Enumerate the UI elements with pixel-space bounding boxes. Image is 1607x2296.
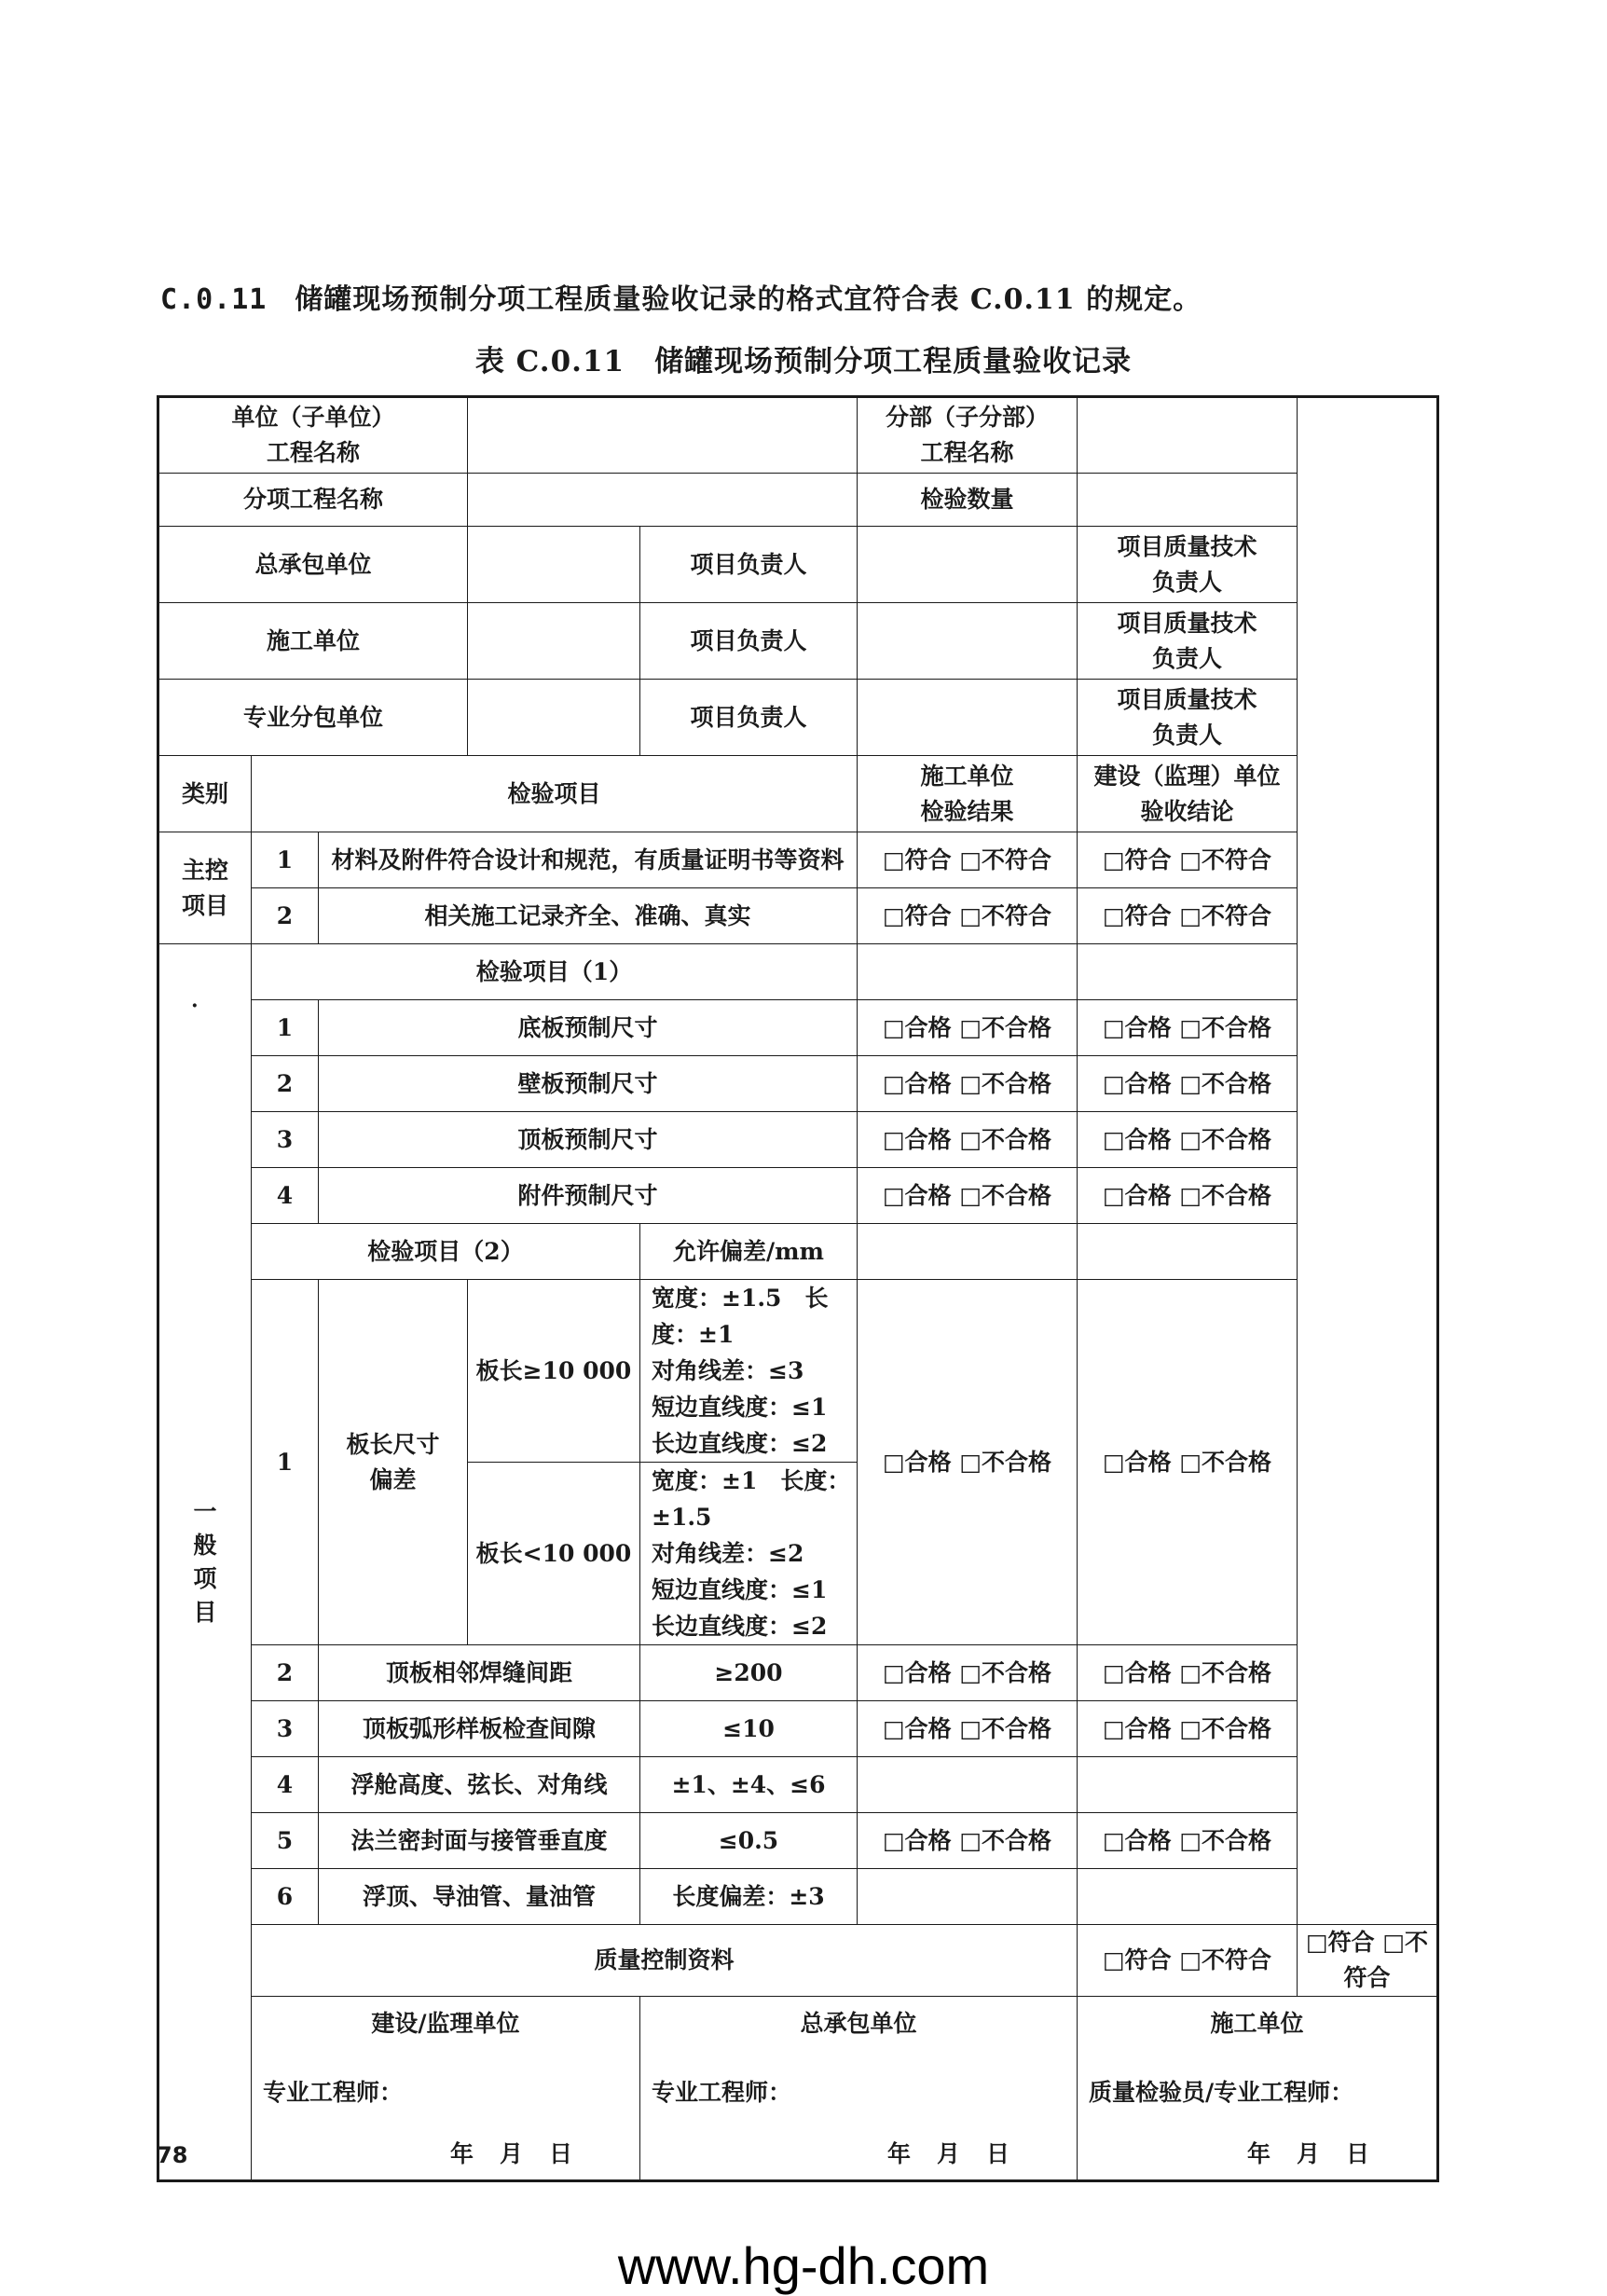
- item-number: 4: [252, 1757, 319, 1813]
- result-checkbox[interactable]: □符合 □不符合: [858, 888, 1078, 944]
- item-text: 浮顶、导油管、量油管: [319, 1869, 640, 1925]
- signature-role: 专业工程师：: [263, 2079, 404, 2106]
- item-number: 1: [252, 832, 319, 888]
- general-items-label: · 一 般 项 目: [158, 944, 252, 2181]
- signature-title: 施工单位: [1210, 2010, 1304, 2037]
- plate-long-tolerance: 宽度：±1.5 长度：±1 对角线差：≤3 短边直线度：≤1 长边直线度：≤2: [640, 1280, 858, 1463]
- conclusion-header: 建设（监理）单位 验收结论: [1078, 756, 1298, 832]
- signature-title: 建设/监理单位: [371, 2010, 520, 2037]
- subitem-name-field[interactable]: [468, 474, 858, 527]
- main-control-row-1: [158, 832, 1438, 888]
- main-control-label: 主控 项目: [158, 832, 252, 944]
- section-number: C.0.11: [160, 283, 268, 316]
- conclusion-checkbox[interactable]: □合格 □不合格: [1078, 1112, 1298, 1168]
- empty-cell: [858, 944, 1078, 1000]
- inspect-qty-field[interactable]: [1078, 474, 1298, 527]
- general-contractor-field[interactable]: [468, 527, 640, 603]
- result-checkbox[interactable]: □合格 □不合格: [858, 1813, 1078, 1869]
- item-number: 4: [252, 1168, 319, 1224]
- qc-docs-label: 质量控制资料: [252, 1925, 1078, 1997]
- item-number: 5: [252, 1813, 319, 1869]
- conclusion-checkbox[interactable]: □合格 □不合格: [1078, 1168, 1298, 1224]
- empty-cell: [1078, 1224, 1298, 1280]
- item-number: 3: [252, 1701, 319, 1757]
- dept-name-label: 分部（子分部） 工程名称: [858, 397, 1078, 474]
- item-number: 2: [252, 1056, 319, 1112]
- group1-row-4: [158, 1168, 1438, 1224]
- result-checkbox[interactable]: □合格 □不合格: [858, 1056, 1078, 1112]
- result-checkbox[interactable]: □合格 □不合格: [858, 1000, 1078, 1056]
- intro-text: 储罐现场预制分项工程质量验收记录的格式宜符合表 C.0.11 的规定。: [295, 283, 1202, 316]
- item-number: 2: [252, 888, 319, 944]
- header-row-4: [158, 603, 1438, 680]
- item-text: 法兰密封面与接管垂直度: [319, 1813, 640, 1869]
- plate-size-label: 板长尺寸 偏差: [319, 1280, 468, 1645]
- conclusion-checkbox[interactable]: □合格 □不合格: [1078, 1813, 1298, 1869]
- page-number: 78: [157, 2142, 188, 2168]
- conclusion-checkbox[interactable]: □符合 □不符合: [1078, 888, 1298, 944]
- signature-date: 年 月 日: [1246, 2140, 1371, 2167]
- tech-lead-label: 项目质量技术 负责人: [1078, 603, 1298, 680]
- group1-title-row: [158, 944, 1438, 1000]
- subitem-name-label: 分项工程名称: [158, 474, 468, 527]
- tech-lead-label: 项目质量技术 负责人: [1078, 680, 1298, 756]
- conclusion-checkbox[interactable]: □合格 □不合格: [1078, 1056, 1298, 1112]
- conclusion-checkbox[interactable]: □合格 □不合格: [1078, 1000, 1298, 1056]
- acceptance-record-table: [157, 395, 1439, 2182]
- general-contractor-label: 总承包单位: [158, 527, 468, 603]
- item-text: 壁板预制尺寸: [319, 1056, 858, 1112]
- item-text: 浮舱高度、弦长、对角线: [319, 1757, 640, 1813]
- result-checkbox[interactable]: □合格 □不合格: [858, 1112, 1078, 1168]
- unit-name-label: 单位（子单位） 工程名称: [158, 397, 468, 474]
- header-row-3: [158, 527, 1438, 603]
- signature-date: 年 月 日: [449, 2140, 574, 2167]
- group1-row-3: [158, 1112, 1438, 1168]
- project-manager-label: 项目负责人: [640, 527, 858, 603]
- construction-unit-field[interactable]: [468, 603, 640, 680]
- project-manager-label: 项目负责人: [640, 603, 858, 680]
- construction-unit-label: 施工单位: [158, 603, 468, 680]
- result-checkbox[interactable]: □符合 □不符合: [858, 832, 1078, 888]
- item-number: 2: [252, 1645, 319, 1701]
- signature-date: 年 月 日: [886, 2140, 1011, 2167]
- group2-row-2: [158, 1645, 1438, 1701]
- empty-cell: [858, 1224, 1078, 1280]
- intro-line: [160, 276, 1202, 317]
- column-header-row: [158, 756, 1438, 832]
- signature-title: 总承包单位: [800, 2010, 917, 2037]
- project-manager-field[interactable]: [858, 603, 1078, 680]
- header-row-2: [158, 474, 1438, 527]
- dot-mark: ·: [191, 994, 199, 1018]
- item-text: 相关施工记录齐全、准确、真实: [319, 888, 858, 944]
- group2-row-5: [158, 1813, 1438, 1869]
- group2-title-row: [158, 1224, 1438, 1280]
- main-control-row-2: [158, 888, 1438, 944]
- signature-role: 专业工程师：: [652, 2079, 792, 2106]
- group1-row-1: [158, 1000, 1438, 1056]
- tolerance-value: ≤0.5: [640, 1813, 858, 1869]
- tolerance-value: ≤10: [640, 1701, 858, 1757]
- plate-row-long: [158, 1280, 1438, 1463]
- result-header: 施工单位 检验结果: [858, 756, 1078, 832]
- result-checkbox[interactable]: □符合 □不符合: [1078, 1925, 1298, 1997]
- empty-cell: [1078, 1869, 1298, 1925]
- tolerance-header: 允许偏差/mm: [640, 1224, 858, 1280]
- inspect-item-header: 检验项目: [252, 756, 858, 832]
- group2-title: 检验项目（2）: [252, 1224, 640, 1280]
- subcontractor-field[interactable]: [468, 680, 640, 756]
- signature-supervision: [252, 1997, 640, 2181]
- item-text: 顶板弧形样板检查间隙: [319, 1701, 640, 1757]
- empty-cell: [1078, 944, 1298, 1000]
- signature-general-contractor: [640, 1997, 1078, 2181]
- plate-long-condition: 板长≥10 000: [468, 1280, 640, 1463]
- project-manager-field[interactable]: [858, 680, 1078, 756]
- item-number: 1: [252, 1000, 319, 1056]
- result-checkbox[interactable]: □合格 □不合格: [858, 1168, 1078, 1224]
- item-text: 顶板相邻焊缝间距: [319, 1645, 640, 1701]
- empty-cell: [858, 1757, 1078, 1813]
- conclusion-checkbox[interactable]: □符合 □不符合: [1078, 832, 1298, 888]
- result-checkbox[interactable]: □合格 □不合格: [858, 1701, 1078, 1757]
- subcontractor-label: 专业分包单位: [158, 680, 468, 756]
- empty-cell: [858, 1869, 1078, 1925]
- signature-construction-unit: [1078, 1997, 1438, 2181]
- item-text: 顶板预制尺寸: [319, 1112, 858, 1168]
- group2-row-6: [158, 1869, 1438, 1925]
- plate-short-condition: 板长<10 000: [468, 1463, 640, 1645]
- item-number: 3: [252, 1112, 319, 1168]
- signature-role: 质量检验员/专业工程师：: [1089, 2079, 1354, 2106]
- conclusion-checkbox[interactable]: □合格 □不合格: [1078, 1645, 1298, 1701]
- dept-name-field[interactable]: [1078, 397, 1298, 474]
- unit-name-field[interactable]: [468, 397, 858, 474]
- conclusion-checkbox[interactable]: □合格 □不合格: [1078, 1701, 1298, 1757]
- result-checkbox[interactable]: □合格 □不合格: [858, 1280, 1078, 1645]
- group1-row-2: [158, 1056, 1438, 1112]
- signature-row: [158, 1997, 1438, 2181]
- plate-short-tolerance: 宽度：±1 长度：±1.5 对角线差：≤2 短边直线度：≤1 长边直线度：≤2: [640, 1463, 858, 1645]
- group2-row-3: [158, 1701, 1438, 1757]
- group2-row-4: [158, 1757, 1438, 1813]
- item-text: 底板预制尺寸: [319, 1000, 858, 1056]
- table-title: 表 C.0.11 储罐现场预制分项工程质量验收记录: [474, 345, 1133, 378]
- item-number: 6: [252, 1869, 319, 1925]
- tech-lead-label: 项目质量技术 负责人: [1078, 527, 1298, 603]
- header-row-5: [158, 680, 1438, 756]
- conclusion-checkbox[interactable]: □合格 □不合格: [1078, 1280, 1298, 1645]
- header-row-1: [158, 397, 1438, 474]
- item-text: 附件预制尺寸: [319, 1168, 858, 1224]
- watermark: www.hg-dh.com: [617, 2236, 990, 2295]
- group1-title: 检验项目（1）: [252, 944, 858, 1000]
- inspect-qty-label: 检验数量: [858, 474, 1078, 527]
- qc-docs-row: [158, 1925, 1438, 1997]
- result-checkbox[interactable]: □合格 □不合格: [858, 1645, 1078, 1701]
- empty-cell: [1078, 1757, 1298, 1813]
- tolerance-value: 长度偏差：±3: [640, 1869, 858, 1925]
- item-number: 1: [252, 1280, 319, 1645]
- category-header: 类别: [158, 756, 252, 832]
- tolerance-value: ±1、±4、≤6: [640, 1757, 858, 1813]
- project-manager-label: 项目负责人: [640, 680, 858, 756]
- conclusion-checkbox[interactable]: □符合 □不符合: [1298, 1925, 1438, 1997]
- project-manager-field[interactable]: [858, 527, 1078, 603]
- item-text: 材料及附件符合设计和规范，有质量证明书等资料: [319, 832, 858, 888]
- tolerance-value: ≥200: [640, 1645, 858, 1701]
